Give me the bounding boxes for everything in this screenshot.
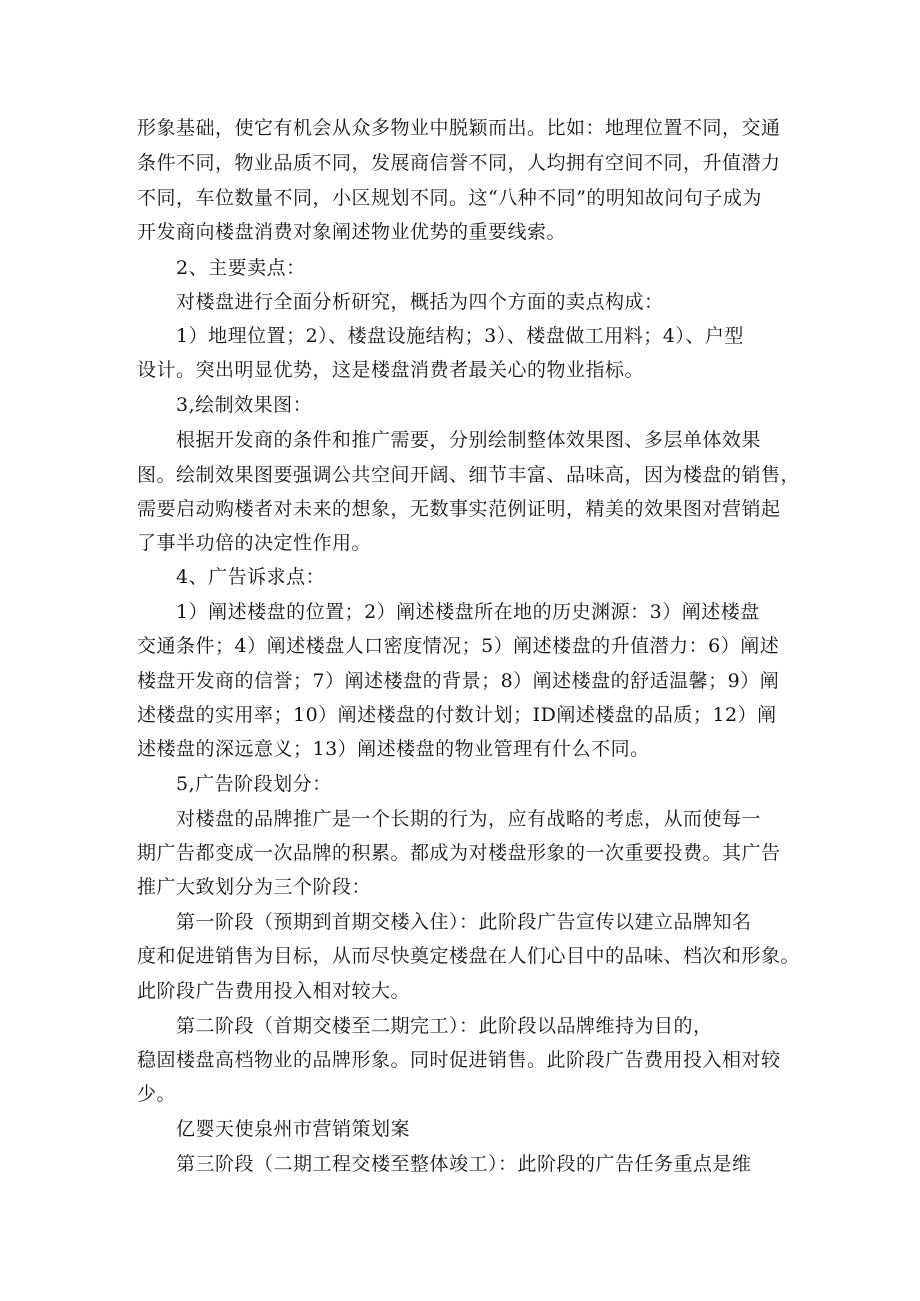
body-text-line: 度和促进销售为目标，从而尽快奠定楼盘在人们心目中的品味、档次和形象。	[137, 945, 801, 967]
body-text-line: 根据开发商的条件和推广需要，分别绘制整体效果图、多层单体效果	[176, 429, 762, 451]
body-text-line: 1）地理位置；2）、楼盘设施结构；3）、楼盘做工用料；4）、户型	[176, 325, 744, 347]
body-text-line: 此阶段广告费用投入相对较大。	[137, 980, 411, 1002]
section-heading: 2、主要卖点：	[176, 257, 306, 279]
body-text-line: 图。绘制效果图要强调公共空间开阔、细节丰富、品味高，因为楼盘的销售，	[137, 464, 801, 486]
body-text-line: 交通条件；4）阐述楼盘人口密度情况；5）阐述楼盘的升值潜力：6）阐述	[137, 635, 780, 657]
body-text-line: 了事半功倍的决定性作用。	[137, 532, 372, 554]
body-text-line: 对楼盘进行全面分析研究，概括为四个方面的卖点构成：	[176, 291, 664, 313]
body-text-line: 期广告都变成一次品牌的积累。都成为对楼盘形象的一次重要投费。其广告	[137, 842, 781, 864]
section-heading: 4、广告诉求点：	[176, 566, 326, 588]
body-text-line: 需要启动购楼者对未来的想象，无数事实范例证明，精美的效果图对营销起	[137, 498, 781, 520]
body-text-line: 开发商向楼盘消费对象阐述物业优势的重要线索。	[137, 221, 567, 243]
section-heading: 3,绘制效果图：	[176, 394, 313, 416]
body-text-line: 第三阶段（二期工程交楼至整体竣工）：此阶段的广告任务重点是维	[176, 1153, 752, 1175]
body-text-line: 述楼盘的深远意义；13）阐述楼盘的物业管理有什么不同。	[137, 738, 650, 760]
body-text-line: 述楼盘的实用率；10）阐述楼盘的付数计划；ID阐述楼盘的品质；12）阐	[137, 704, 777, 726]
body-text-line: 推广大致划分为三个阶段：	[137, 876, 372, 898]
body-text-line: 楼盘开发商的信誉；7）阐述楼盘的背景；8）阐述楼盘的舒适温馨；9）阐	[137, 670, 780, 692]
running-header-text: 亿婴天使泉州市营销策划案	[176, 1118, 411, 1140]
body-text-line: 对楼盘的品牌推广是一个长期的行为，应有战略的考虑，从而使每一	[176, 808, 762, 830]
section-heading: 5,广告阶段划分：	[176, 773, 332, 795]
body-text-line: 第一阶段（预期到首期交楼入住）：此阶段广告宣传以建立品牌知名	[176, 911, 752, 933]
body-text-line: 条件不同，物业品质不同，发展商信誉不同，人均拥有空间不同，升值潜力	[137, 152, 781, 174]
body-text-line: 第二阶段（首期交楼至二期完工）：此阶段以品牌维持为目的，	[176, 1015, 713, 1037]
body-text-line: 少。	[137, 1083, 177, 1105]
body-text-line: 设计。突出明显优势，这是楼盘消费者最关心的物业指标。	[137, 359, 645, 381]
body-text-line: 1）阐述楼盘的位置；2）阐述楼盘所在地的历史渊源：3）阐述楼盘	[176, 601, 760, 623]
body-text-line: 形象基础，使它有机会从众多物业中脱颖而出。比如：地理位置不同，交通	[137, 117, 781, 139]
body-text-line: 稳固楼盘高档物业的品牌形象。同时促进销售。此阶段广告费用投入相对较	[137, 1049, 781, 1071]
body-text-line: 不同，车位数量不同，小区规划不同。这“八种不同”的明知故问句子成为	[137, 187, 762, 209]
